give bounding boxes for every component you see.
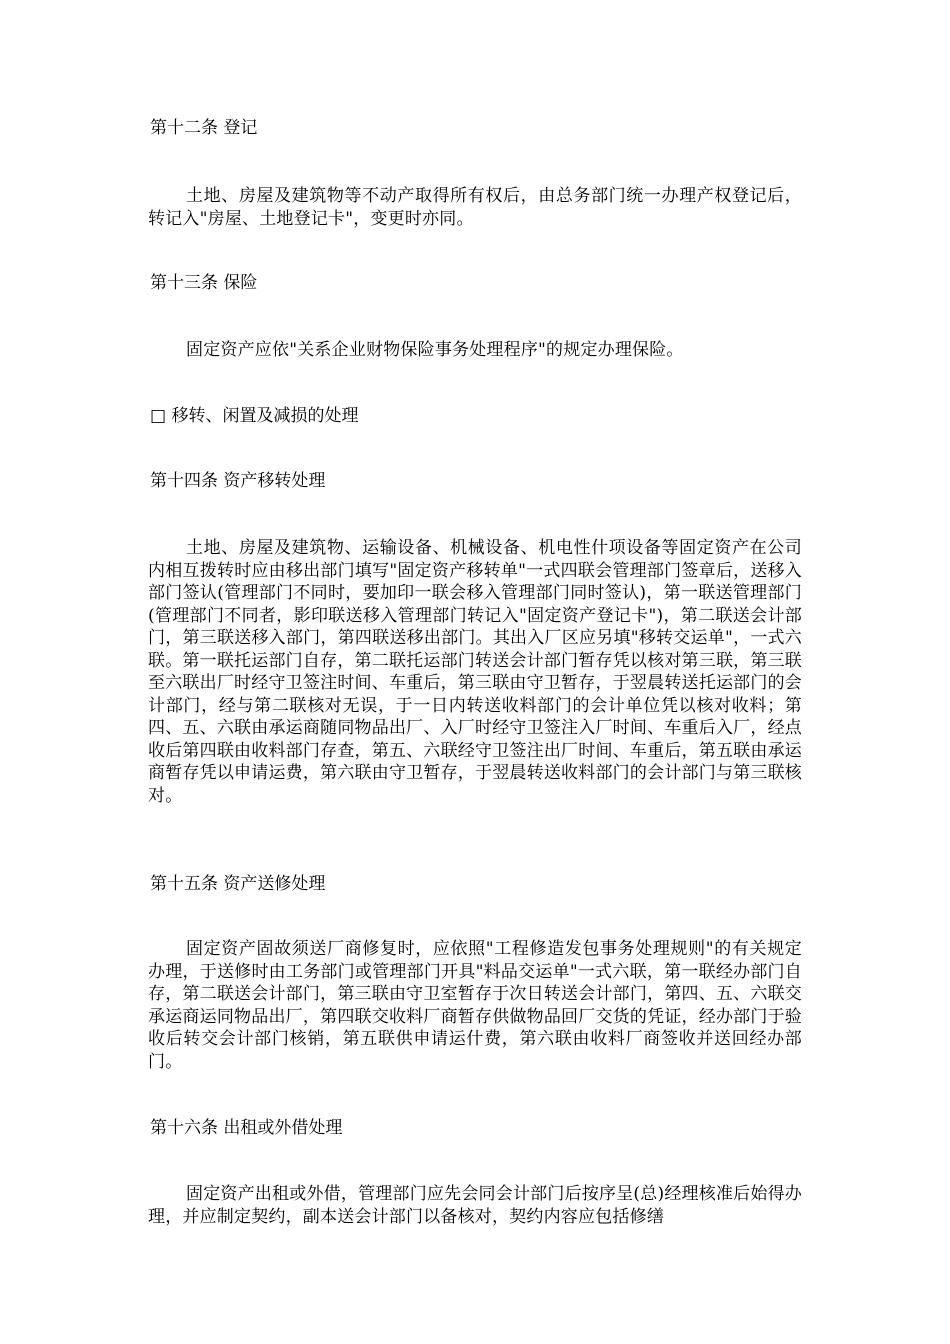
article-14-body: 土地、房屋及建筑物、运输设备、机械设备、机电性什项设备等固定资产在公司内相互拨转时应由移出部门填写"固定资产移转单"一式四联会管理部门签章后，送移入部门签认(管理部门不同时，要加印一联会移入管理部门同时签认)，第一联送管理部门(管理部门不同者，影印联送移入管理部门转记入"固定资产登记卡")，第二联送会计部门，第三联送移入部门，第四联送移出部门。其出入厂区应另填"移转交运单"，一式六联。第一联托运部门自存，第二联托运部门转送会计部门暂存凭以核对第三联，第三联至六联出厂时经守卫签注时间、车重后，第三联由守卫暂存，于翌晨转送托运部门的会计部门，经与第二联核对无误，于一日内转送收料部门的会计单位凭以核对收料；第四、五、六联由承运商随同物品出厂、入厂时经守卫签注入厂时间、车重后入厂，经点收后第四联由收料部门存查，第五、六联经守卫签注出厂时间、车重后，第五联由承运商暂存凭以申请运费，第六联由守卫暂存，于翌晨转送收料部门的会计部门与第三联核对。: [148, 538, 802, 806]
article-13-body: 固定资产应依"关系企业财物保险事务处理程序"的规定办理保险。: [186, 340, 684, 360]
article-15-title: 第十五条 资产送修处理: [150, 874, 326, 894]
article-12-body: 土地、房屋及建筑物等不动产取得所有权后，由总务部门统一办理产权登记后，转记入"房屋、土地登记卡"，变更时亦同。: [148, 186, 802, 229]
article-13-title: 第十三条 保险: [150, 273, 258, 293]
article-16-body: 固定资产出租或外借，管理部门应先会同会计部门后按序呈(总)经理核准后始得办理，并应制定契约，副本送会计部门以备核对，契约内容应包括修缮: [148, 1184, 802, 1227]
article-16-title: 第十六条 出租或外借处理: [150, 1118, 343, 1138]
section-heading: □ 移转、闲置及减损的处理: [150, 406, 359, 426]
article-12-title: 第十二条 登记: [150, 118, 258, 138]
article-14-title: 第十四条 资产移转处理: [150, 471, 326, 491]
article-15-body: 固定资产固故须送厂商修复时，应依照"工程修造发包事务处理规则"的有关规定办理，于送修时由工务部门或管理部门开具"料品交运单"一式六联，第一联经办部门自存，第二联送会计部门，第三联由守卫室暂存于次日转送会计部门，第四、五、六联交承运商运同物品出厂，第四联交收料厂商暂存供做物品回厂交货的凭证，经办部门于验收后转交会计部门核销，第五联供申请运什费，第六联由收料厂商签收并送回经办部门。: [148, 939, 802, 1072]
